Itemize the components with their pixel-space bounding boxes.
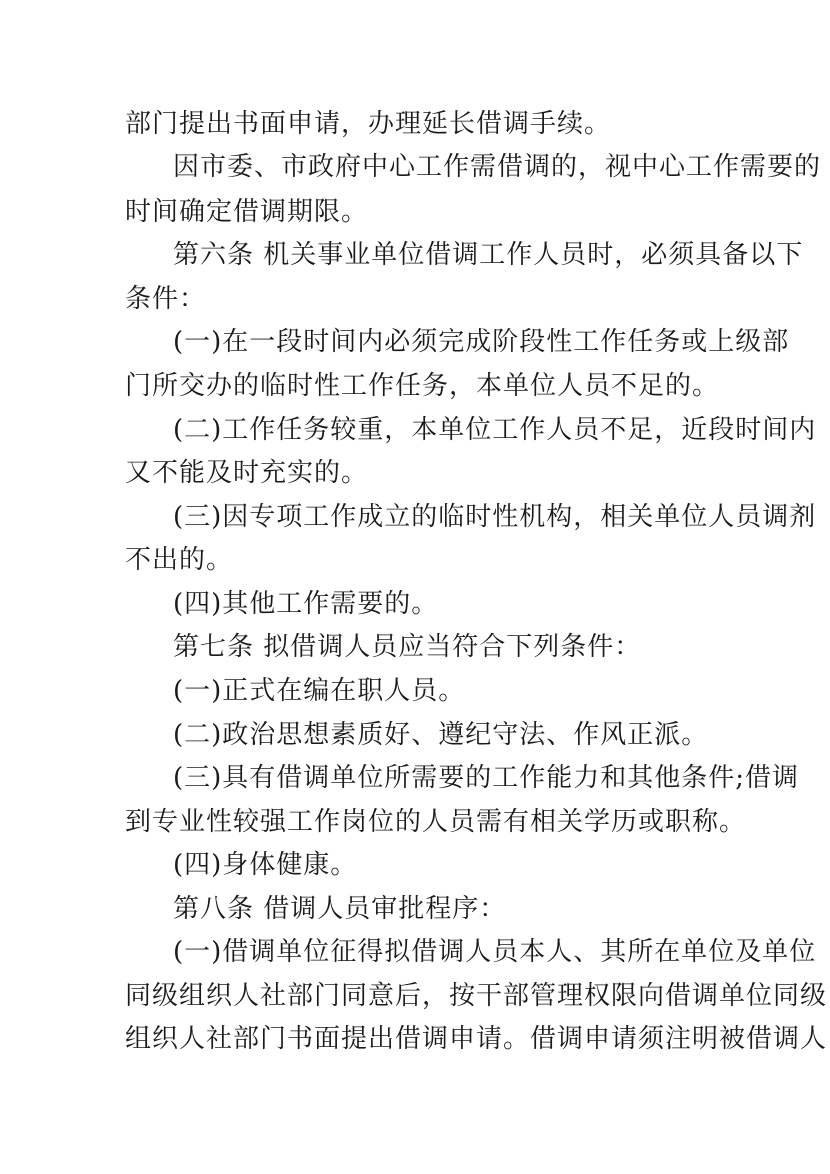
text-line: (二)工作任务较重，本单位工作人员不足，近段时间内 <box>173 415 817 445</box>
article-8-heading: 第八条 借调人员审批程序： <box>173 894 507 924</box>
text-line: (四)其他工作需要的。 <box>173 589 439 619</box>
text-line: (二)政治思想素质好、遵纪守法、作风正派。 <box>173 720 709 750</box>
text-line: 又不能及时充实的。 <box>125 458 369 488</box>
text-line: (三)具有借调单位所需要的工作能力和其他条件;借调 <box>173 763 800 793</box>
article-6-heading: 第六条 机关事业单位借调工作人员时，必须具备以下 <box>173 240 804 270</box>
text-line: (一)借调单位征得拟借调人员本人、其所在单位及单位 <box>173 937 817 967</box>
text-line: (四)身体健康。 <box>173 850 358 880</box>
text-line: 条件： <box>125 284 207 314</box>
text-line: (一)在一段时间内必须完成阶段性工作任务或上级部 <box>173 327 790 357</box>
text-line: 门所交办的临时性工作任务，本单位人员不足的。 <box>125 371 720 401</box>
text-line: (一)正式在编在职人员。 <box>173 676 466 706</box>
text-line: 组织人社部门书面提出借调申请。借调申请须注明被借调人 <box>125 1024 828 1054</box>
text-line: 不出的。 <box>125 545 234 575</box>
text-line: (三)因专项工作成立的临时性机构，相关单位人员调剂 <box>173 502 817 532</box>
text-line: 同级组织人社部门同意后，按干部管理权限向借调单位同级 <box>125 981 828 1011</box>
text-line: 因市委、市政府中心工作需借调的，视中心工作需要的 <box>173 152 822 182</box>
text-line: 时间确定借调期限。 <box>125 197 369 227</box>
text-line: 部门提出书面申请，办理延长借调手续。 <box>125 109 612 139</box>
text-line: 到专业性较强工作岗位的人员需有相关学历或职称。 <box>125 807 747 837</box>
article-7-heading: 第七条 拟借调人员应当符合下列条件： <box>173 632 642 662</box>
